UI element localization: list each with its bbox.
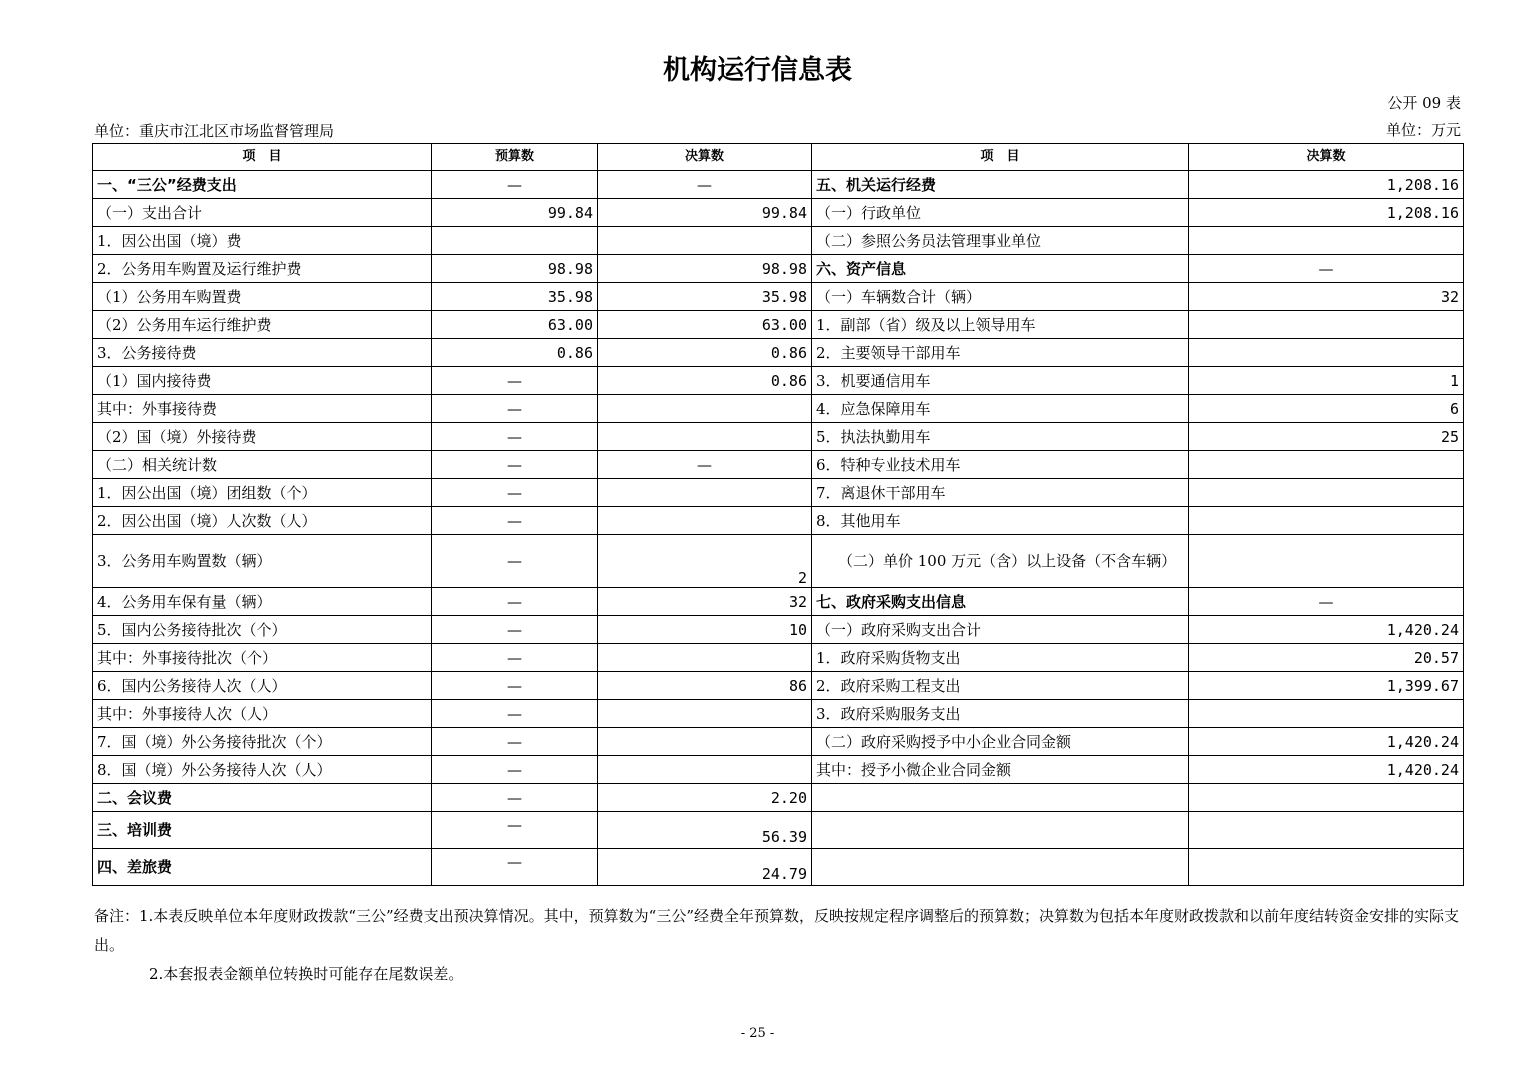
currency-unit: 单位：万元 <box>1385 121 1461 139</box>
right-item: 4．应急保障用车 <box>812 395 1189 423</box>
final-value: 63.00 <box>598 311 812 339</box>
table-row <box>93 728 1464 756</box>
right-item: 1．副部（省）级及以上领导用车 <box>812 311 1189 339</box>
right-value <box>1189 339 1464 367</box>
budget-value: 99.84 <box>432 199 598 227</box>
right-value <box>1189 451 1464 479</box>
table-row <box>93 255 1464 283</box>
table-row <box>93 395 1464 423</box>
right-value <box>1189 479 1464 507</box>
budget-value: — <box>432 588 598 616</box>
final-value <box>598 423 812 451</box>
right-value <box>1189 812 1464 849</box>
table-row <box>93 171 1464 199</box>
final-value <box>598 507 812 535</box>
final-value: 35.98 <box>598 283 812 311</box>
left-item: 3．公务用车购置数（辆） <box>93 535 432 588</box>
left-item: （2）国（境）外接待费 <box>93 423 432 451</box>
final-value: — <box>598 171 812 199</box>
right-item: 7．离退休干部用车 <box>812 479 1189 507</box>
left-item: 6．国内公务接待人次（人） <box>93 672 432 700</box>
budget-value: 98.98 <box>432 255 598 283</box>
table-row <box>93 812 1464 849</box>
budget-value: — <box>432 171 598 199</box>
right-value: 25 <box>1189 423 1464 451</box>
table-row <box>93 451 1464 479</box>
budget-value: — <box>432 367 598 395</box>
right-item: 5．执法执勤用车 <box>812 423 1189 451</box>
final-value: 99.84 <box>598 199 812 227</box>
table-row <box>93 700 1464 728</box>
right-item: （一）车辆数合计（辆） <box>812 283 1189 311</box>
table-row <box>93 588 1464 616</box>
budget-value <box>432 227 598 255</box>
right-item: 2．政府采购工程支出 <box>812 672 1189 700</box>
form-number: 公开 09 表 <box>1387 94 1461 112</box>
right-value: 1,208.16 <box>1189 199 1464 227</box>
header-budget: 预算数 <box>432 144 598 171</box>
left-item: 其中：外事接待人次（人） <box>93 700 432 728</box>
left-item: 其中：外事接待批次（个） <box>93 644 432 672</box>
final-value <box>598 395 812 423</box>
final-value: 10 <box>598 616 812 644</box>
right-item: 8．其他用车 <box>812 507 1189 535</box>
budget-value: — <box>432 812 598 849</box>
final-value <box>598 756 812 784</box>
left-item: 二、会议费 <box>93 784 432 812</box>
budget-value: — <box>432 451 598 479</box>
right-value: 32 <box>1189 283 1464 311</box>
table-row <box>93 367 1464 395</box>
table-row <box>93 507 1464 535</box>
right-item: （二）政府采购授予中小企业合同金额 <box>812 728 1189 756</box>
right-item <box>812 784 1189 812</box>
right-value: 1,420.24 <box>1189 616 1464 644</box>
budget-value: — <box>432 849 598 886</box>
right-item <box>812 849 1189 886</box>
right-item: 五、机关运行经费 <box>812 171 1189 199</box>
note-2: 2.本套报表金额单位转换时可能存在尾数误差。 <box>149 965 464 983</box>
final-value: 98.98 <box>598 255 812 283</box>
final-value <box>598 227 812 255</box>
final-value: 56.39 <box>598 812 812 849</box>
left-item: 1．因公出国（境）费 <box>93 227 432 255</box>
table-row <box>93 283 1464 311</box>
table-row <box>93 479 1464 507</box>
right-value: 1,399.67 <box>1189 672 1464 700</box>
left-item: 5．国内公务接待批次（个） <box>93 616 432 644</box>
right-item: （一）行政单位 <box>812 199 1189 227</box>
notes <box>94 902 1466 989</box>
left-item: 4．公务用车保有量（辆） <box>93 588 432 616</box>
right-value: 20.57 <box>1189 644 1464 672</box>
budget-value: — <box>432 507 598 535</box>
final-value <box>598 728 812 756</box>
left-item: 8．国（境）外公务接待人次（人） <box>93 756 432 784</box>
left-item: 3．公务接待费 <box>93 339 432 367</box>
table-row <box>93 535 1464 588</box>
table-row <box>93 849 1464 886</box>
right-value <box>1189 700 1464 728</box>
budget-value: — <box>432 616 598 644</box>
left-item: （1）国内接待费 <box>93 367 432 395</box>
right-item: 3．政府采购服务支出 <box>812 700 1189 728</box>
final-value: 2.20 <box>598 784 812 812</box>
budget-value: — <box>432 728 598 756</box>
left-item: 7．国（境）外公务接待批次（个） <box>93 728 432 756</box>
final-value: 86 <box>598 672 812 700</box>
right-value: 6 <box>1189 395 1464 423</box>
final-value: 24.79 <box>598 849 812 886</box>
header-item-right: 项 目 <box>812 144 1189 171</box>
budget-value: — <box>432 479 598 507</box>
budget-value: — <box>432 784 598 812</box>
right-item: （一）政府采购支出合计 <box>812 616 1189 644</box>
budget-value: — <box>432 423 598 451</box>
right-value: 1,420.24 <box>1189 756 1464 784</box>
left-item: 1．因公出国（境）团组数（个） <box>93 479 432 507</box>
final-value: 0.86 <box>598 339 812 367</box>
table-row <box>93 784 1464 812</box>
right-value: 1,420.24 <box>1189 728 1464 756</box>
note-1: 备注：1.本表反映单位本年度财政拨款“三公”经费支出预决算情况。其中，预算数为“三公”经费全年预算数，反映按规定程序调整后的预算数；决算数为包括本年度财政拨款和以前年度结转资金安排的实际支出。 <box>94 907 1459 954</box>
right-item: 3．机要通信用车 <box>812 367 1189 395</box>
final-value: — <box>598 451 812 479</box>
budget-value: — <box>432 756 598 784</box>
budget-value: 35.98 <box>432 283 598 311</box>
budget-value: 0.86 <box>432 339 598 367</box>
table-row <box>93 199 1464 227</box>
budget-value: — <box>432 672 598 700</box>
reporting-unit: 单位：重庆市江北区市场监督管理局 <box>94 122 335 140</box>
right-item <box>812 812 1189 849</box>
right-value <box>1189 311 1464 339</box>
right-item: 6．特种专业技术用车 <box>812 451 1189 479</box>
table-row <box>93 644 1464 672</box>
page-title: 机构运行信息表 <box>663 55 852 86</box>
right-item: 六、资产信息 <box>812 255 1189 283</box>
right-item: 七、政府采购支出信息 <box>812 588 1189 616</box>
info-table <box>92 143 1464 886</box>
budget-value: 63.00 <box>432 311 598 339</box>
table-row <box>93 311 1464 339</box>
right-value <box>1189 535 1464 588</box>
right-value: — <box>1189 588 1464 616</box>
budget-value: — <box>432 700 598 728</box>
left-item: （一）支出合计 <box>93 199 432 227</box>
table-row <box>93 339 1464 367</box>
header-final: 决算数 <box>598 144 812 171</box>
header-item: 项 目 <box>93 144 432 171</box>
budget-value: — <box>432 644 598 672</box>
page-number: - 25 - <box>740 1026 775 1041</box>
table-header-row <box>93 144 1464 171</box>
left-item: （1）公务用车购置费 <box>93 283 432 311</box>
left-item: （二）相关统计数 <box>93 451 432 479</box>
final-value <box>598 644 812 672</box>
right-item: 1．政府采购货物支出 <box>812 644 1189 672</box>
right-value: 1 <box>1189 367 1464 395</box>
left-item: 其中：外事接待费 <box>93 395 432 423</box>
header-final-right: 决算数 <box>1189 144 1464 171</box>
table-row <box>93 227 1464 255</box>
table-row <box>93 756 1464 784</box>
table-row <box>93 423 1464 451</box>
right-item: （二）参照公务员法管理事业单位 <box>812 227 1189 255</box>
right-value <box>1189 227 1464 255</box>
final-value: 0.86 <box>598 367 812 395</box>
right-item: 2．主要领导干部用车 <box>812 339 1189 367</box>
table-row <box>93 616 1464 644</box>
table-row <box>93 672 1464 700</box>
final-value <box>598 479 812 507</box>
right-value: 1,208.16 <box>1189 171 1464 199</box>
left-item: 四、差旅费 <box>93 849 432 886</box>
right-value <box>1189 507 1464 535</box>
final-value <box>598 700 812 728</box>
left-item: 2．因公出国（境）人次数（人） <box>93 507 432 535</box>
left-item: 一、“三公”经费支出 <box>93 171 432 199</box>
budget-value: — <box>432 535 598 588</box>
right-value: — <box>1189 255 1464 283</box>
budget-value: — <box>432 395 598 423</box>
right-value <box>1189 849 1464 886</box>
left-item: 2．公务用车购置及运行维护费 <box>93 255 432 283</box>
right-item: 其中：授予小微企业合同金额 <box>812 756 1189 784</box>
right-item: （二）单价 100 万元（含）以上设备（不含车辆） <box>812 535 1189 588</box>
final-value: 2 <box>598 535 812 588</box>
left-item: （2）公务用车运行维护费 <box>93 311 432 339</box>
final-value: 32 <box>598 588 812 616</box>
left-item: 三、培训费 <box>93 812 432 849</box>
right-value <box>1189 784 1464 812</box>
